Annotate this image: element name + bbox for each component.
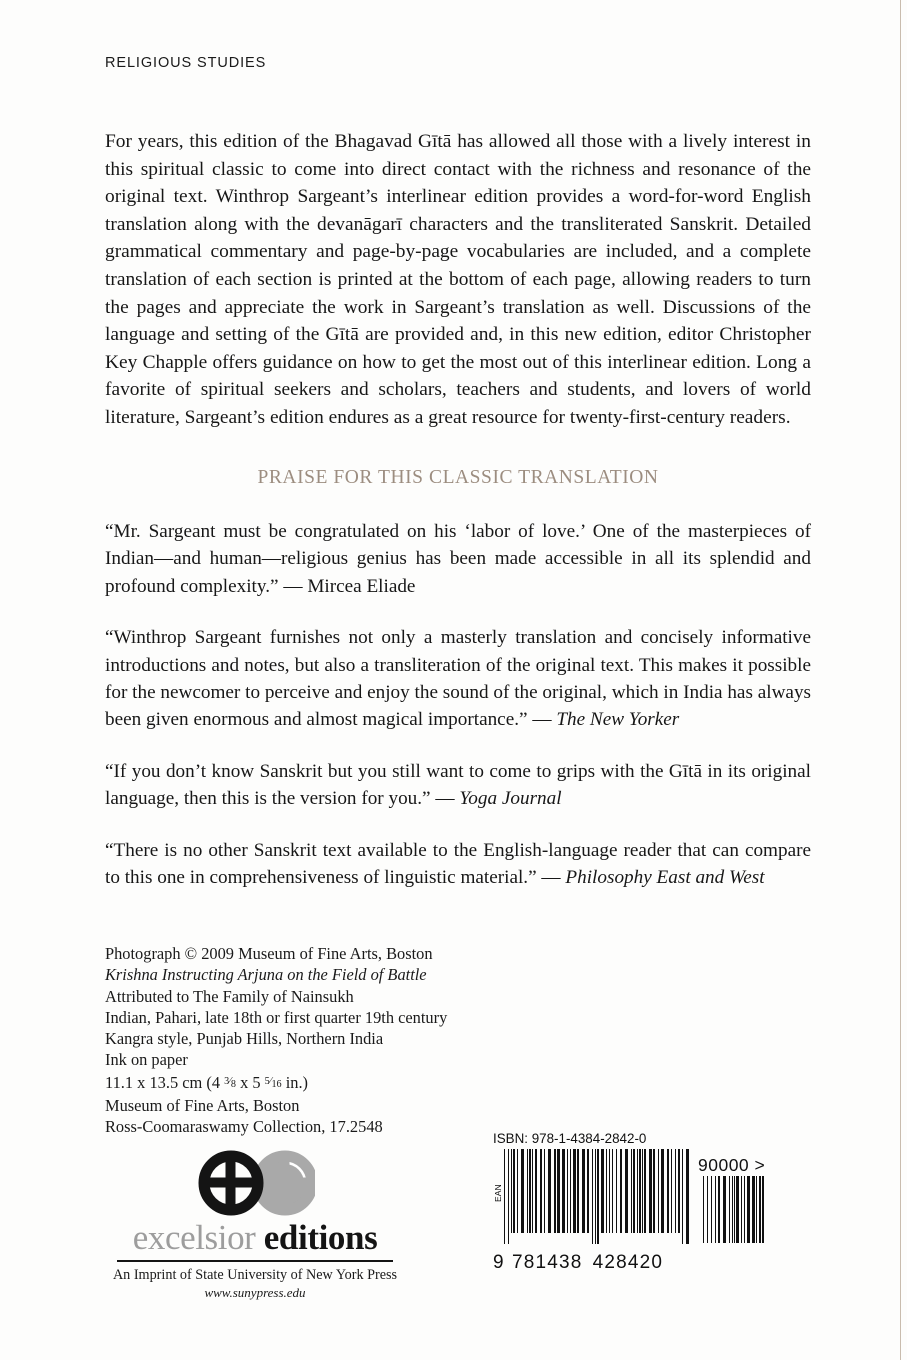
praise-quote-text: “If you don’t know Sanskrit but you still want to come to grips with the Gītā in its original language, then this is the version for you.” — [105,760,811,810]
addon-barcode-group [698,1155,765,1254]
credit-line-dimensions [105,1071,447,1095]
credit-line-style-region: Kangra style, Punjab Hills, Northern India [105,1029,384,1049]
credit-line-attribution: Attributed to The Family of Nainsukh [105,986,354,1006]
logo-divider-rule [117,1260,393,1262]
wordmark-excelsior: excelsior [132,1218,256,1257]
ean-group-2: 428420 [592,1252,664,1273]
addon-barcode-icon [703,1176,765,1254]
monogram-right-e-glyph [258,1156,312,1210]
double-e-monogram-icon [195,1150,315,1216]
praise-quote-attribution: Yoga Journal [459,788,562,810]
dimensions-prefix: 11.1 x 13.5 cm (4 [105,1072,225,1092]
praise-quote-text: “There is no other Sanskrit text available to the English-language reader that can compare to this one in comprehensiveness of linguistic material.” — [105,839,811,889]
addon-price-digits: 90000 > [698,1155,766,1175]
wordmark-editions: editions [263,1218,378,1257]
publisher-wordmark [105,1218,405,1258]
trim-fold-line [900,0,901,1360]
praise-quote [105,837,811,892]
ean13-barcode-icon [504,1149,689,1254]
praise-quote-text: “Winthrop Sargeant furnishes not only a masterly translation and concisely informative introductions and notes, but also a transliteration of the original text. This makes it possible for the newcomer to perceive and enjoy the sound of the original, which in India has always been given enormous and almost magical importance.” — [105,627,811,731]
credit-line-museum: Museum of Fine Arts, Boston [105,1096,300,1116]
praise-section-heading: PRAISE FOR THIS CLASSIC TRANSLATION [257,467,659,488]
credit-line-artwork-title: Krishna Instructing Arjuna on the Field of Battle [105,965,427,985]
publisher-logo-block [105,1150,405,1302]
praise-quote [105,624,811,734]
praise-quote [105,758,811,813]
book-description-text: For years, this edition of the Bhagavad Gītā has allowed all those with a lively interest in this spiritual classic to come into direct contact with the richness and resonance of the original text. Winthrop Sargeant’s interlinear edition provides a word-for-word English translation along with the devanāgarī characters and the transliterated Sanskrit. Detailed grammatical commentary and page-by-page vocabularies are included, and a complete translation of each section is printed at the bottom of each page, allowing readers to turn the pages and appreciate the work in Sargeant’s translation as well. Discussions of the language and setting of the Gītā are provided and, in this new edition, editor Christopher Key Chapple offers guidance on how to get the most out of this interlinear edition. Long a favorite of spiritual seekers and scholars, teachers and students, and lovers of world literature, Sargeant’s edition endures as a great resource for twenty-first-century readers. [105,131,811,428]
praise-quote-attribution: The New Yorker [556,709,680,731]
ean-label: EAN [493,1184,503,1202]
barcode-block [493,1131,766,1273]
publisher-website-url: www.sunypress.edu [204,1285,306,1300]
dimensions-mid: x 5 [235,1072,265,1092]
book-description [105,128,811,432]
praise-quote-attribution: Philosophy East and West [565,867,765,889]
category-label: RELIGIOUS STUDIES [105,55,267,71]
isbn-text: ISBN: 978-1-4384-2842-0 [493,1131,647,1146]
fraction-numerator: 5 [264,1075,270,1087]
ean-lead-digit: 9 [493,1252,504,1273]
praise-quote-text: “Mr. Sargeant must be congratulated on his ‘labor of love.’ One of the masterpieces of Indian—and human—religious genius has been made accessible in all its splendid and profound complexity.” — [105,521,811,597]
credit-line-collection: Ross-Coomaraswamy Collection, 17.2548 [105,1117,383,1137]
praise-quote-attribution: Mircea Eliade [307,575,416,597]
credit-line-medium: Ink on paper [105,1050,188,1070]
photograph-credit-block [105,943,447,1138]
ean-digit-row [493,1253,763,1273]
barcode-row [493,1149,766,1254]
praise-quote [105,518,811,600]
ean-group-1: 781438 [511,1252,583,1273]
imprint-statement: An Imprint of State University of New York Press [112,1267,398,1283]
dimensions-suffix: in.) [281,1072,309,1092]
fraction-denominator: 8 [230,1078,236,1090]
fraction-five-sixteenths: 5⁄16 [264,1075,282,1090]
monogram-left-e-glyph [204,1156,258,1210]
praise-quotes-list [105,518,811,891]
credit-line-copyright: Photograph © 2009 Museum of Fine Arts, Boston [105,944,433,963]
fraction-three-eighths: 3⁄8 [224,1075,236,1090]
fraction-denominator: 16 [271,1078,282,1090]
fraction-numerator: 3 [224,1075,230,1087]
credit-line-origin-period: Indian, Pahari, late 18th or first quarter 19th century [105,1007,448,1027]
